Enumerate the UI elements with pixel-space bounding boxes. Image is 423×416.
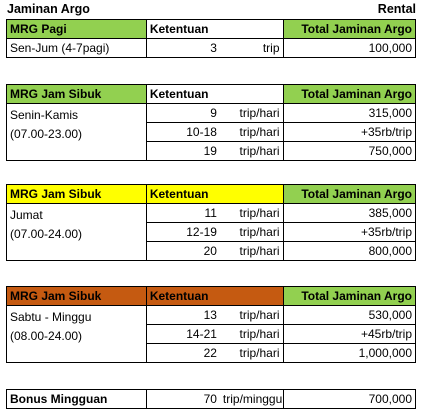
row-total: +45rb/trip — [283, 325, 415, 344]
sibuk-sabtu-minggu-table — [6, 286, 416, 363]
header-total: Total Jaminan Argo — [283, 287, 415, 306]
table-header-row — [7, 85, 416, 104]
header-ketentuan: Ketentuan — [146, 85, 283, 104]
days-cell — [7, 204, 147, 261]
header-ketentuan: Ketentuan — [146, 20, 283, 39]
table-header-row — [7, 287, 416, 306]
row-unit: trip/hari — [220, 306, 283, 325]
table-header-row — [7, 20, 416, 39]
row-qty: 19 — [146, 142, 220, 161]
row-total: 385,000 — [283, 204, 415, 223]
bonus-unit: trip/minggu — [220, 390, 283, 409]
row-unit: trip/hari — [220, 242, 283, 261]
header-ketentuan: Ketentuan — [146, 185, 283, 204]
table-row — [7, 390, 416, 409]
days-label: Jumat — [10, 208, 43, 222]
table-row — [7, 306, 416, 325]
row-qty: 22 — [146, 344, 220, 363]
table-row — [7, 39, 416, 58]
days-cell — [7, 104, 147, 161]
row-qty: 11 — [146, 204, 220, 223]
row-label: Sen-Jum (4-7pagi) — [7, 39, 147, 58]
sheet-title: Jaminan Argo — [7, 2, 90, 16]
header-category: MRG Jam Sibuk — [7, 185, 147, 204]
sibuk-senin-kamis-table — [6, 84, 416, 161]
header-total: Total Jaminan Argo — [283, 85, 415, 104]
row-total: 315,000 — [283, 104, 415, 123]
header-ketentuan: Ketentuan — [146, 287, 283, 306]
row-unit: trip/hari — [220, 123, 283, 142]
row-qty: 10-18 — [146, 123, 220, 142]
row-total: 100,000 — [283, 39, 415, 58]
row-qty: 12-19 — [146, 223, 220, 242]
mrg-pagi-table — [6, 19, 416, 58]
row-qty: 9 — [146, 104, 220, 123]
hours-label: (07.00-23.00) — [10, 127, 83, 141]
table-header-row — [7, 185, 416, 204]
row-total: +35rb/trip — [283, 123, 415, 142]
row-unit: trip/hari — [220, 325, 283, 344]
header-category: MRG Pagi — [7, 20, 147, 39]
row-total: 530,000 — [283, 306, 415, 325]
bonus-total: 700,000 — [283, 390, 416, 409]
row-total: 1,000,000 — [283, 344, 415, 363]
row-unit: trip/hari — [220, 344, 283, 363]
header-total: Total Jaminan Argo — [283, 20, 415, 39]
days-cell — [7, 306, 147, 363]
sheet-title-right: Rental — [377, 2, 416, 16]
row-qty: 13 — [146, 306, 220, 325]
sibuk-jumat-table — [6, 184, 416, 261]
title-row — [0, 0, 416, 18]
days-label: Senin-Kamis — [10, 108, 79, 122]
row-total: 750,000 — [283, 142, 415, 161]
row-total: +35rb/trip — [283, 223, 415, 242]
hours-label: (08.00-24.00) — [10, 329, 83, 343]
days-label: Sabtu - Minggu — [10, 310, 92, 324]
row-total: 800,000 — [283, 242, 415, 261]
header-total: Total Jaminan Argo — [283, 185, 415, 204]
row-unit: trip/hari — [220, 204, 283, 223]
table-row — [7, 204, 416, 223]
hours-label: (07.00-24.00) — [10, 227, 83, 241]
row-qty: 20 — [146, 242, 220, 261]
bonus-mingguan-table — [6, 389, 416, 409]
row-unit: trip/hari — [220, 142, 283, 161]
bonus-qty: 70 — [146, 390, 220, 409]
row-unit: trip/hari — [220, 104, 283, 123]
table-row — [7, 104, 416, 123]
bonus-label: Bonus Mingguan — [7, 390, 147, 409]
row-unit: trip — [220, 39, 283, 58]
row-unit: trip/hari — [220, 223, 283, 242]
row-qty: 14-21 — [146, 325, 220, 344]
row-qty: 3 — [146, 39, 220, 58]
header-category: MRG Jam Sibuk — [7, 85, 147, 104]
header-category: MRG Jam Sibuk — [7, 287, 147, 306]
